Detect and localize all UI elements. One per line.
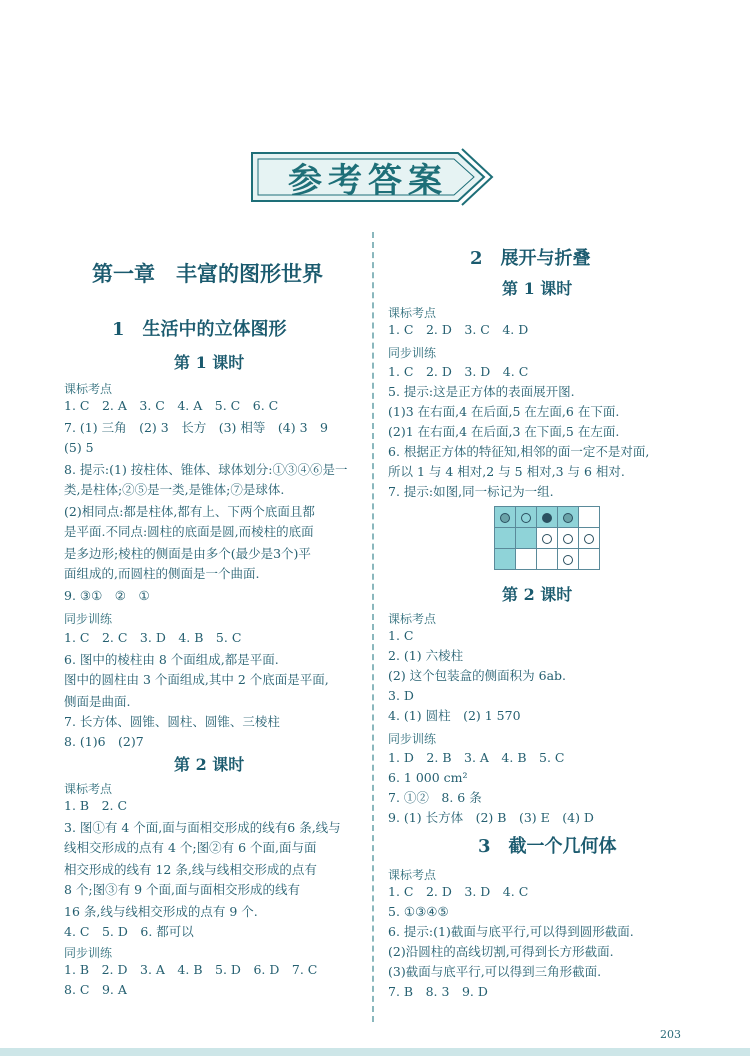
grid-cell (579, 528, 600, 549)
answer-line: 相交形成的线有 12 条,线与线相交形成的点有 (64, 862, 317, 877)
grid-cell (516, 549, 537, 570)
marker-icon (542, 534, 552, 544)
answer-line: (2) 这个包装盒的侧面积为 6ab. (388, 668, 567, 683)
answer-line: 3. 图①有 4 个面,面与面相交形成的线有6 条,线与 (64, 820, 341, 835)
answer-line: 5. 提示:这是正方体的表面展开图. (388, 384, 575, 399)
grid-cell (495, 528, 516, 549)
answer-line: (2)沿圆柱的高线切割,可得到长方形截面. (388, 944, 614, 959)
answer-line: 线相交形成的点有 4 个;图②有 6 个面,面与面 (64, 840, 317, 855)
answer-line: 侧面是曲面. (64, 694, 131, 709)
answer-line: 16 条,线与线相交形成的点有 9 个. (64, 904, 258, 919)
answer-line: 8. (1)6 (2)7 (64, 734, 144, 749)
subheading-kbkd: 课标考点 (64, 382, 113, 396)
answer-line: 3. D (388, 688, 414, 703)
subheading-tbxl: 同步训练 (388, 346, 437, 360)
answer-line: 7. (1) 三角 (2) 3 长方 (3) 相等 (4) 3 9 (64, 420, 328, 435)
grid-cell (558, 507, 579, 528)
answer-line: 1. C 2. D 3. C 4. D (388, 322, 529, 337)
answer-line: 1. B 2. C (64, 798, 128, 813)
grid-cell (558, 528, 579, 549)
chapter-title: 第一章 丰富的图形世界 (92, 261, 323, 286)
answer-line: 面组成的,而圆柱的侧面是一个曲面. (64, 566, 260, 581)
subheading-tbxl: 同步训练 (388, 732, 437, 746)
bottom-band (0, 1048, 750, 1056)
marker-icon (584, 534, 594, 544)
lesson-title: 第 2 课时 (502, 585, 573, 604)
marker-icon (500, 513, 510, 523)
grid-cell (579, 549, 600, 570)
answer-line: 5. ①③④⑤ (388, 904, 449, 919)
answer-line: 1. C 2. D 3. D 4. C (388, 884, 529, 899)
answer-line: 1. B 2. D 3. A 4. B 5. D 6. D 7. C (64, 962, 318, 977)
column-divider (372, 232, 374, 1022)
marker-icon (542, 513, 552, 523)
grid-cell (495, 507, 516, 528)
grid-cell (558, 549, 579, 570)
answer-line: (2)相同点:都是柱体,都有上、下两个底面且都 (64, 504, 315, 519)
section-title: 2 展开与折叠 (470, 248, 591, 269)
answer-banner (248, 145, 496, 209)
subheading-tbxl: 同步训练 (64, 612, 113, 626)
net-diagram (494, 506, 600, 570)
answer-line: 9. ③① ② ① (64, 588, 150, 603)
answer-line: 6. 提示:(1)截面与底平行,可以得到圆形截面. (388, 924, 634, 939)
answer-line: 类,是柱体;②⑤是一类,是锥体;⑦是球体. (64, 482, 285, 497)
answer-line: 8. C 9. A (64, 982, 127, 997)
marker-icon (563, 555, 573, 565)
marker-icon (521, 513, 531, 523)
answer-line: 1. C (388, 628, 414, 643)
answer-line: 6. 1 000 cm² (388, 770, 468, 785)
answer-line: 1. C 2. D 3. D 4. C (388, 364, 529, 379)
grid-cell (537, 507, 558, 528)
answer-line: 1. D 2. B 3. A 4. B 5. C (388, 750, 565, 765)
lesson-title: 第 2 课时 (174, 755, 245, 774)
answer-line: 6. 根据正方体的特征知,相邻的面一定不是对面, (388, 444, 650, 459)
answer-line: 所以 1 与 4 相对,2 与 5 相对,3 与 6 相对. (388, 464, 625, 479)
answer-line: 7. 提示:如图,同一标记为一组. (388, 484, 554, 499)
answer-line: 7. ①② 8. 6 条 (388, 790, 482, 805)
answer-line: 1. C 2. C 3. D 4. B 5. C (64, 630, 242, 645)
subheading-kbkd: 课标考点 (388, 612, 437, 626)
marker-icon (563, 513, 573, 523)
grid-cell (495, 549, 516, 570)
lesson-title: 第 1 课时 (174, 353, 245, 372)
answer-line: 4. (1) 圆柱 (2) 1 570 (388, 708, 521, 723)
answer-line: (2)1 在右面,4 在后面,3 在下面,5 在左面. (388, 424, 620, 439)
subheading-kbkd: 课标考点 (388, 868, 437, 882)
answer-line: 1. C 2. A 3. C 4. A 5. C 6. C (64, 398, 279, 413)
marker-icon (563, 534, 573, 544)
answer-line: 6. 图中的棱柱由 8 个面组成,都是平面. (64, 652, 279, 667)
answer-line: 图中的圆柱由 3 个面组成,其中 2 个底面是平面, (64, 672, 329, 687)
lesson-title: 第 1 课时 (502, 279, 573, 298)
answer-line: 8 个;图③有 9 个面,面与面相交形成的线有 (64, 882, 301, 897)
grid-cell (516, 507, 537, 528)
grid-cell (537, 549, 558, 570)
answer-line: 是多边形;棱柱的侧面是由多个(最少是3个)平 (64, 546, 311, 561)
answer-line: 8. 提示:(1) 按柱体、锥体、球体划分:①③④⑥是一 (64, 462, 348, 477)
subheading-tbxl: 同步训练 (64, 946, 113, 960)
answer-line: 7. B 8. 3 9. D (388, 984, 488, 999)
banner-title: 参考答案 (288, 161, 448, 201)
page-number: 203 (660, 1028, 681, 1041)
answer-line: 9. (1) 长方体 (2) B (3) E (4) D (388, 810, 594, 825)
answer-line: (1)3 在右面,4 在后面,5 在左面,6 在下面. (388, 404, 620, 419)
section-title: 1 生活中的立体图形 (112, 319, 287, 340)
answer-line: (5) 5 (64, 440, 94, 455)
answer-line: 2. (1) 六棱柱 (388, 648, 464, 663)
answer-line: 7. 长方体、圆锥、圆柱、圆锥、三棱柱 (64, 714, 280, 729)
grid-cell (537, 528, 558, 549)
answer-line: 4. C 5. D 6. 都可以 (64, 924, 194, 939)
answer-line: 是平面.不同点:圆柱的底面是圆,而棱柱的底面 (64, 524, 314, 539)
grid-cell (579, 507, 600, 528)
answer-line: (3)截面与底平行,可以得到三角形截面. (388, 964, 602, 979)
subheading-kbkd: 课标考点 (388, 306, 437, 320)
section-title: 3 截一个几何体 (478, 836, 617, 857)
grid-cell (516, 528, 537, 549)
subheading-kbkd: 课标考点 (64, 782, 113, 796)
